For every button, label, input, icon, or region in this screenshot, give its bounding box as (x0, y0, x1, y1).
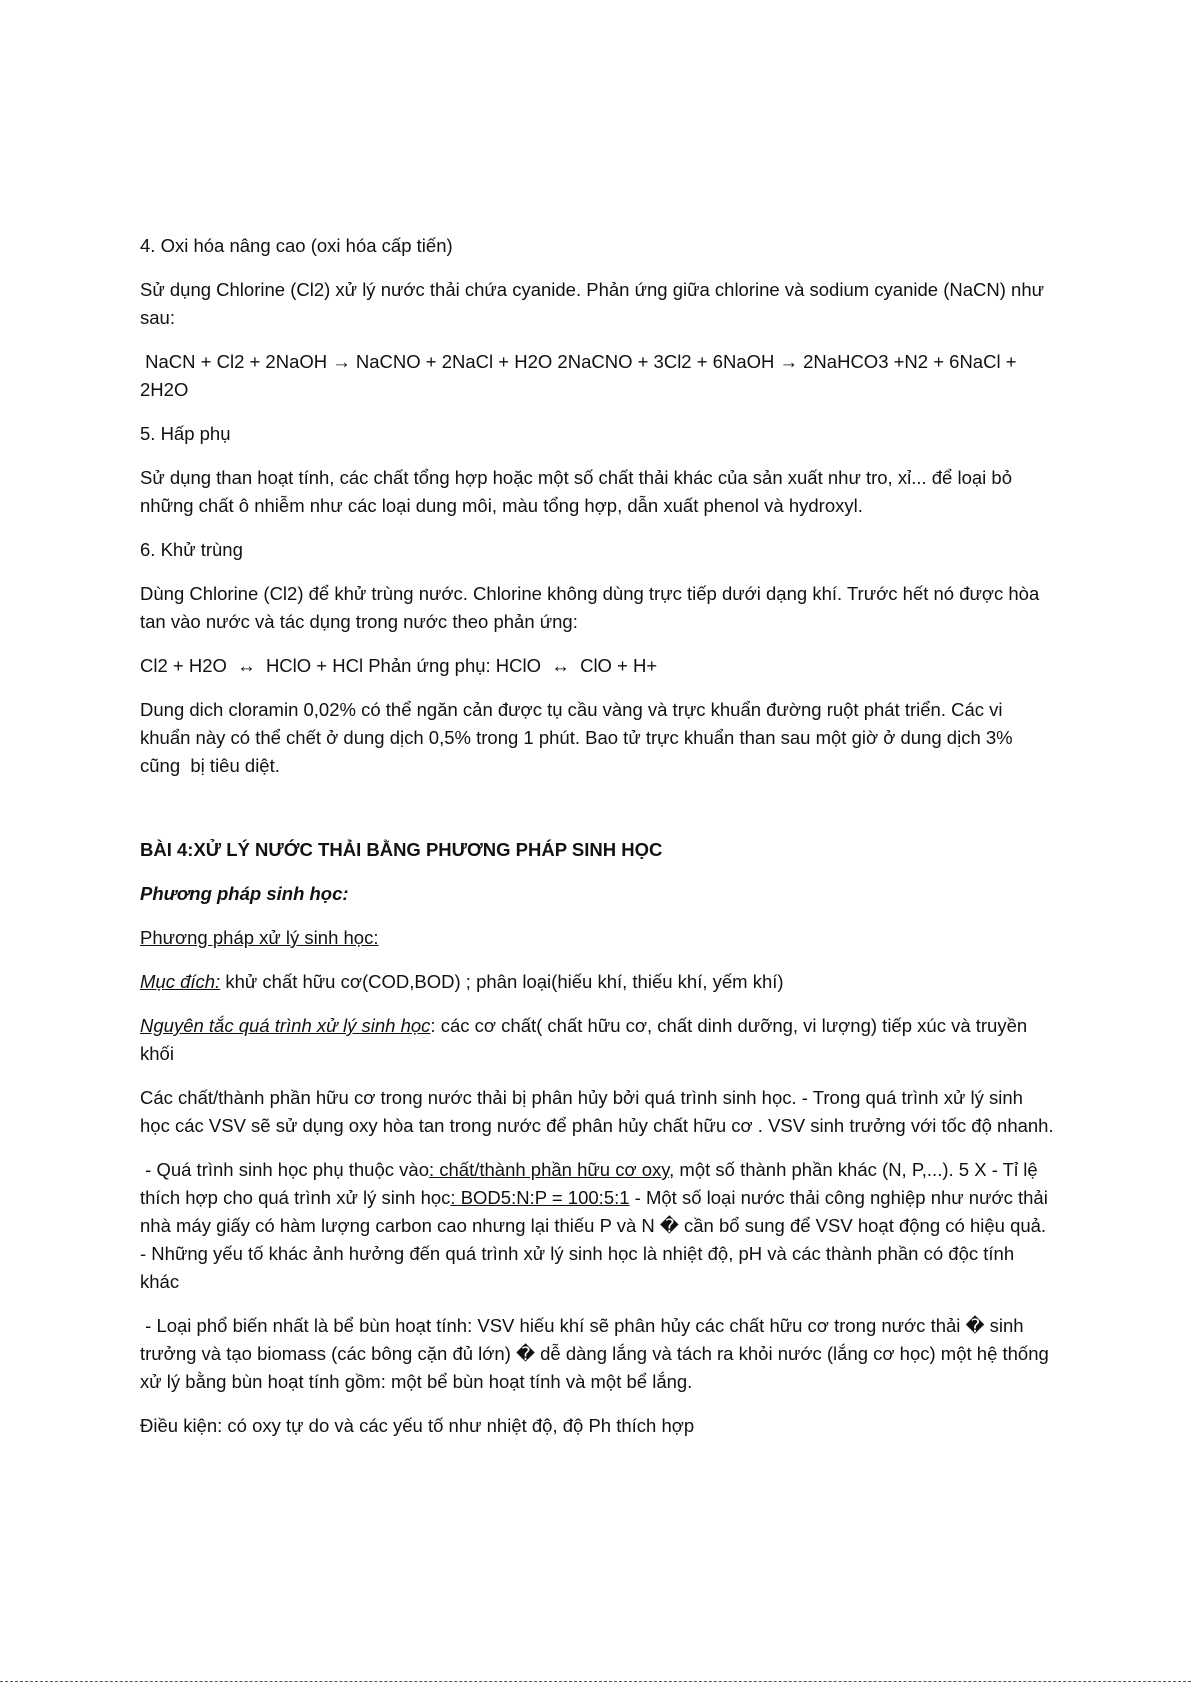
purpose-label: Mục đích: (140, 971, 221, 992)
paragraph-conditions: Điều kiện: có oxy tự do và các yếu tố như nhiệt độ, độ Ph thích hợp (140, 1415, 695, 1436)
paragraph-process-factors (140, 1156, 1055, 1296)
biological-treatment-label: Phương pháp xử lý sinh học: (140, 927, 379, 948)
heading-advanced-oxidation: 4. Oxi hóa nâng cao (oxi hóa cấp tiến) (140, 235, 453, 256)
heading-disinfection: 6. Khử trùng (140, 539, 243, 560)
paragraph-chlorine-cyanide: Sử dụng Chlorine (Cl2) xử lý nước thải chứa cyanide. Phản ứng giữa chlorine và sodium cyanide (NaCN) như sau: (140, 279, 1044, 328)
paragraph-purpose (140, 968, 1055, 996)
process-factors-intro: - Quá trình sinh học phụ thuộc vào (140, 1159, 429, 1180)
heading-biological-method: Phương pháp sinh học: (140, 883, 349, 904)
process-factors-organic: : chất/thành phần hữu cơ oxy, (428, 1159, 675, 1180)
paragraph-activated-sludge: - Loại phổ biến nhất là bể bùn hoạt tính: VSV hiếu khí sẽ phân hủy các chất hữu cơ trong nước thải � sinh trưởng và tạo biomass (các bông cặn đủ lớn) � dễ dàng lắng và tách ra khỏi nước (lắng cơ học) một hệ thống xử lý bằng bùn hoạt tính gồm: một bể bùn hoạt tính và một bể lắng. (140, 1315, 1054, 1392)
paragraph-organic-decomposition: Các chất/thành phần hữu cơ trong nước thải bị phân hủy bởi quá trình sinh học. - Trong quá trình xử lý sinh học các VSV sẽ sử dụng oxy hòa tan trong nước để phân hủy chất hữu cơ . VSV sinh trưởng với tốc độ nhanh. (140, 1087, 1054, 1136)
paragraph-chlorine-equation: Cl2 + H2O ↔ HClO + HCl Phản ứng phụ: HClO ↔ ClO + H+ (140, 655, 658, 676)
document-body (140, 232, 1055, 1456)
principle-text: : các cơ chất( chất hữu cơ, chất dinh dưỡng, vi lượng) tiếp xúc và truyền khối (140, 1015, 1028, 1064)
page-bottom-rule (0, 1681, 1191, 1682)
process-factors-bod-ratio: : BOD5:N:P = 100:5:1 (450, 1187, 630, 1208)
paragraph-reaction-equations: NaCN + Cl2 + 2NaOH → NaCNO + 2NaCl + H2O 2NaCNO + 3Cl2 + 6NaOH → 2NaHCO3 +N2 + 6NaCl + 2H2O (140, 351, 1022, 400)
purpose-text: khử chất hữu cơ(COD,BOD) ; phân loại(hiếu khí, thiếu khí, yếm khí) (220, 971, 784, 992)
process-factors-ratio-intro: một số thành phần khác (N, P,...). 5 X - Tỉ lệ thích hợp cho quá trình xử lý sinh học (140, 1159, 1043, 1208)
paragraph-disinfection: Dùng Chlorine (Cl2) để khử trùng nước. Chlorine không dùng trực tiếp dưới dạng khí. Trước hết nó được hòa tan vào nước và tác dụng trong nước theo phản ứng: (140, 583, 1040, 632)
heading-lesson-4: BÀI 4:XỬ LÝ NƯỚC THẢI BẰNG PHƯƠNG PHÁP SINH HỌC (140, 839, 663, 860)
heading-adsorption: 5. Hấp phụ (140, 423, 231, 444)
process-factors-industrial: - Một số loại nước thải công nghiệp như nước thải nhà máy giấy có hàm lượng carbon cao nhưng lại thiếu P và N � cần bổ sung để VSV hoạt động có hiệu quả. - Những yếu tố khác ảnh hưởng đến quá trình xử lý sinh học là nhiệt độ, pH và các thành phần có độc tính khác (140, 1187, 1053, 1292)
paragraph-chloramine: Dung dich cloramin 0,02% có thể ngăn cản được tụ cầu vàng và trực khuẩn đường ruột phát triển. Các vi khuẩn này có thể chết ở dung dịch 0,5% trong 1 phút. Bao tử trực khuẩn than sau một giờ ở dung dịch 3% cũng bị tiêu diệt. (140, 699, 1018, 776)
principle-label: Nguyên tắc quá trình xử lý sinh học (140, 1015, 431, 1036)
paragraph-adsorption: Sử dụng than hoạt tính, các chất tổng hợp hoặc một số chất thải khác của sản xuất như tro, xỉ... để loại bỏ những chất ô nhiễm như các loại dung môi, màu tổng hợp, dẫn xuất phenol và hydroxyl. (140, 467, 1012, 516)
heading-biological-treatment (140, 924, 1055, 952)
paragraph-principle (140, 1012, 1055, 1068)
section-spacer (140, 796, 1055, 836)
